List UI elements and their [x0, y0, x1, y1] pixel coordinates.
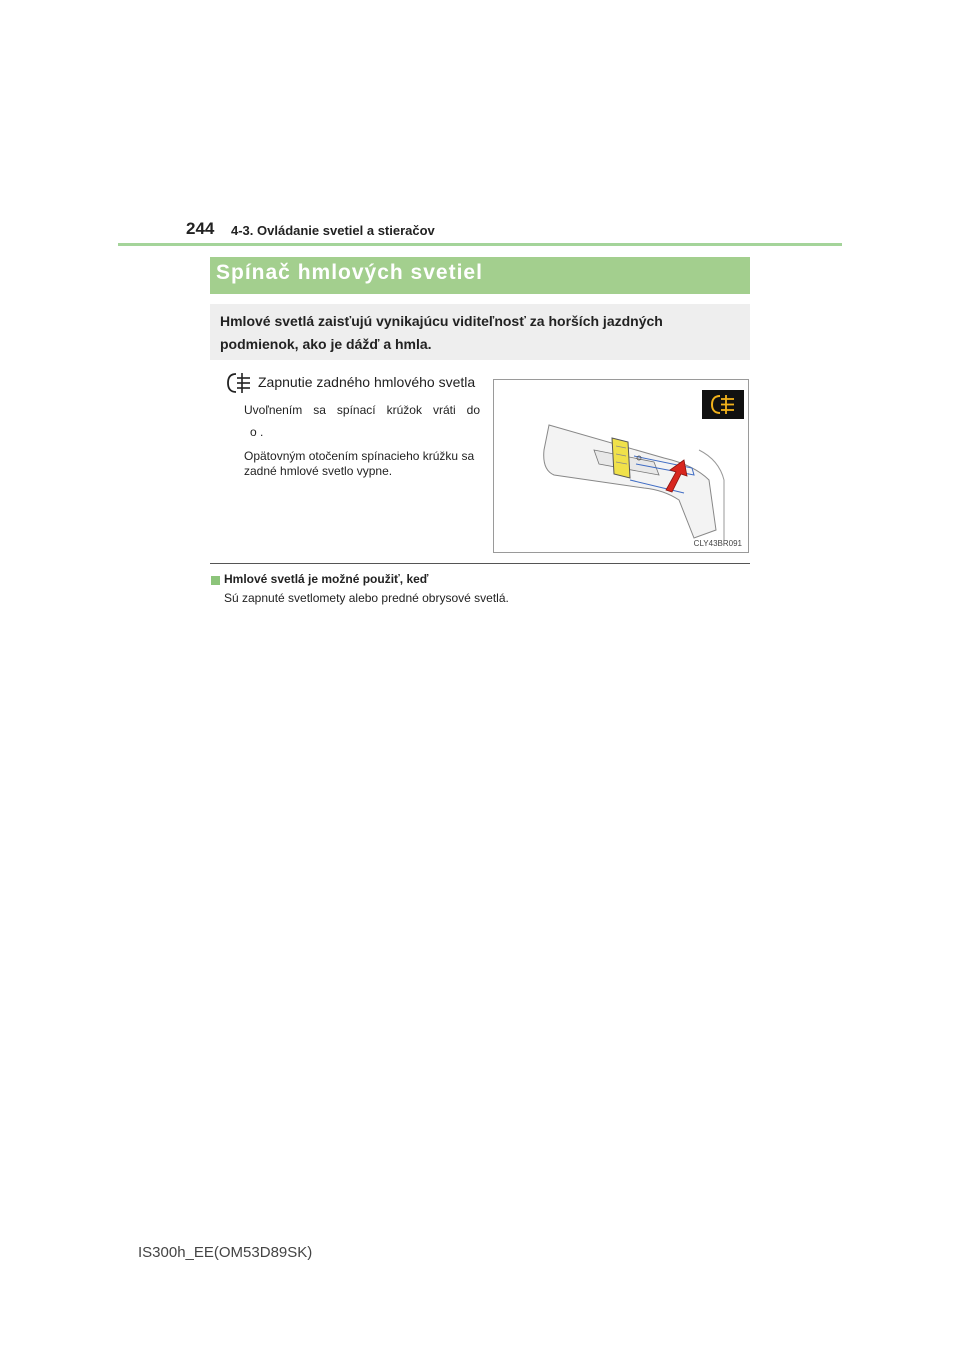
footer-model-code: IS300h_EE(OM53D89SK): [138, 1244, 313, 1261]
rear-fog-light-icon: [702, 390, 744, 419]
square-bullet-icon: [211, 576, 220, 585]
title-bar: [210, 257, 750, 294]
rear-fog-light-icon: [224, 371, 252, 395]
note-heading: Hmlové svetlá je možné použiť, keď: [224, 572, 429, 586]
note-body: Sú zapnuté svetlomety alebo predné obrysové svetlá.: [224, 591, 509, 605]
section-title: 4-3. Ovládanie svetiel a stieračov: [231, 223, 435, 238]
section-divider: [210, 563, 750, 564]
fog-indicator-lamp: [702, 390, 744, 419]
step-heading: Zapnutie zadného hmlového svetla: [258, 374, 476, 390]
header-rule: [118, 243, 842, 246]
fog-switch-illustration: [493, 379, 749, 553]
intro-box: [210, 304, 750, 360]
page-title: Spínač hmlových svetiel: [216, 261, 483, 284]
off-position-symbol: o .: [250, 425, 264, 439]
intro-text: Hmlové svetlá zaisťujú vynikajúcu viditeľnosť za horších jazdných podmienok, ako je dážď a hmla.: [220, 313, 663, 352]
image-code: CLY43BR091: [693, 539, 742, 548]
page-number: 244: [186, 219, 215, 238]
step-body-1: Uvoľnením sa spínací krúžok vráti do: [244, 403, 480, 417]
step-body-2: Opätovným otočením spínacieho krúžku sa zadné hmlové svetlo vypne.: [244, 449, 475, 478]
